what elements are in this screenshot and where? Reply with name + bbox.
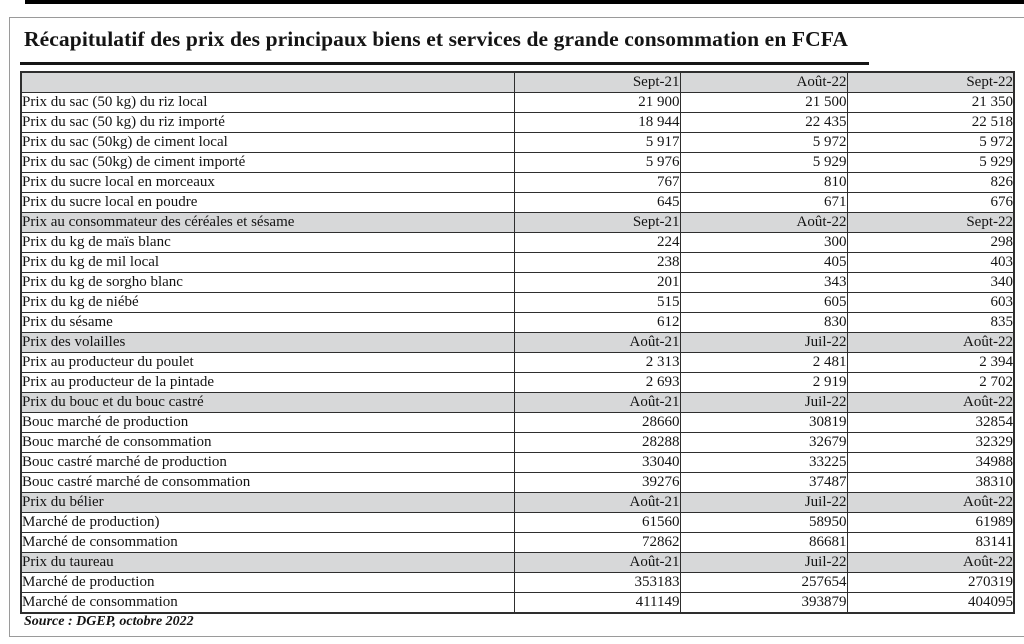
source-note: Source : DGEP, octobre 2022 [24,614,194,629]
value-cell: 58950 [680,513,847,533]
value-cell: 810 [680,173,847,193]
value-cell: 404095 [847,593,1014,614]
price-table-body [21,72,1014,613]
value-cell: 201 [514,273,680,293]
value-cell: 72862 [514,533,680,553]
row-label-cell: Prix du sac (50kg) de ciment local [21,133,514,153]
value-cell: 411149 [514,593,680,614]
value-cell: Août-21 [514,393,680,413]
value-cell: 224 [514,233,680,253]
row-label-cell: Prix des volailles [21,333,514,353]
value-cell: 83141 [847,533,1014,553]
table-row [21,153,1014,173]
table-row [21,133,1014,153]
row-label-cell: Prix du taureau [21,553,514,573]
table-row [21,273,1014,293]
value-cell: 835 [847,313,1014,333]
row-label-cell: Prix du bouc et du bouc castré [21,393,514,413]
price-table [20,71,1015,614]
value-cell: 270319 [847,573,1014,593]
value-cell: 61560 [514,513,680,533]
value-cell: 5 976 [514,153,680,173]
value-cell: 298 [847,233,1014,253]
top-border-rule [25,0,1024,4]
row-label-cell: Bouc marché de production [21,413,514,433]
table-row [21,413,1014,433]
table-row [21,453,1014,473]
value-cell: 515 [514,293,680,313]
value-cell: 2 919 [680,373,847,393]
value-cell: Août-21 [514,333,680,353]
value-cell: 32329 [847,433,1014,453]
value-cell: 21 350 [847,93,1014,113]
table-row [21,293,1014,313]
value-cell: 676 [847,193,1014,213]
row-label-cell: Prix au consommateur des céréales et sésame [21,213,514,233]
table-header-row [21,72,1014,93]
row-label-cell: Marché de consommation [21,533,514,553]
table-row [21,253,1014,273]
value-cell: 2 394 [847,353,1014,373]
value-cell: Août-21 [514,553,680,573]
row-label-cell: Prix au producteur du poulet [21,353,514,373]
table-row [21,573,1014,593]
row-label-cell: Marché de production [21,573,514,593]
value-cell: 405 [680,253,847,273]
value-cell: 86681 [680,533,847,553]
table-row [21,433,1014,453]
row-label-cell: Bouc castré marché de production [21,453,514,473]
value-cell: 343 [680,273,847,293]
value-cell: 22 435 [680,113,847,133]
table-row [21,373,1014,393]
table-row [21,93,1014,113]
value-cell: Août-21 [514,493,680,513]
value-cell: 30819 [680,413,847,433]
row-label-cell: Prix du sac (50 kg) du riz importé [21,113,514,133]
value-cell: 39276 [514,473,680,493]
value-cell: 28288 [514,433,680,453]
value-cell: 257654 [680,573,847,593]
value-cell: 28660 [514,413,680,433]
value-cell: Août-22 [847,553,1014,573]
value-cell: 61989 [847,513,1014,533]
table-section-row [21,553,1014,573]
value-cell: Août-22 [847,393,1014,413]
row-label-cell: Marché de consommation [21,593,514,614]
row-label-cell: Prix du kg de maïs blanc [21,233,514,253]
value-cell: 38310 [847,473,1014,493]
row-label-cell: Bouc castré marché de consommation [21,473,514,493]
value-cell: 34988 [847,453,1014,473]
value-cell: Sept-22 [847,213,1014,233]
value-cell: 830 [680,313,847,333]
value-cell: 340 [847,273,1014,293]
row-label-cell: Prix du sésame [21,313,514,333]
value-cell: 33225 [680,453,847,473]
value-cell: Juil-22 [680,393,847,413]
value-cell: Sept-22 [847,72,1014,93]
value-cell: 5 972 [680,133,847,153]
page-title: Récapitulatif des prix des principaux biens et services de grande consommation en FCFA [24,27,848,51]
table-section-row [21,213,1014,233]
title-underline-rule [20,62,869,65]
table-row [21,113,1014,133]
value-cell: Juil-22 [680,493,847,513]
row-label-cell [21,72,514,93]
row-label-cell: Prix du kg de sorgho blanc [21,273,514,293]
value-cell: 2 693 [514,373,680,393]
value-cell: 300 [680,233,847,253]
value-cell: 353183 [514,573,680,593]
value-cell: 2 481 [680,353,847,373]
value-cell: 645 [514,193,680,213]
table-row [21,473,1014,493]
value-cell: 5 917 [514,133,680,153]
table-row [21,593,1014,614]
table-section-row [21,493,1014,513]
value-cell: 238 [514,253,680,273]
value-cell: 5 929 [680,153,847,173]
value-cell: Sept-21 [514,72,680,93]
value-cell: 605 [680,293,847,313]
value-cell: Juil-22 [680,553,847,573]
row-label-cell: Prix du kg de niébé [21,293,514,313]
value-cell: Sept-21 [514,213,680,233]
value-cell: 403 [847,253,1014,273]
row-label-cell: Prix au producteur de la pintade [21,373,514,393]
row-label-cell: Bouc marché de consommation [21,433,514,453]
value-cell: 21 900 [514,93,680,113]
table-row [21,193,1014,213]
value-cell: Août-22 [847,333,1014,353]
value-cell: 603 [847,293,1014,313]
value-cell: 33040 [514,453,680,473]
value-cell: Août-22 [680,213,847,233]
table-row [21,533,1014,553]
table-section-row [21,333,1014,353]
value-cell: 826 [847,173,1014,193]
value-cell: 22 518 [847,113,1014,133]
table-row [21,353,1014,373]
value-cell: 5 972 [847,133,1014,153]
value-cell: 2 313 [514,353,680,373]
value-cell: 21 500 [680,93,847,113]
value-cell: Août-22 [680,72,847,93]
table-row [21,173,1014,193]
value-cell: Juil-22 [680,333,847,353]
value-cell: 393879 [680,593,847,614]
value-cell: 767 [514,173,680,193]
row-label-cell: Prix du sucre local en poudre [21,193,514,213]
table-row [21,233,1014,253]
value-cell: 5 929 [847,153,1014,173]
table-section-row [21,393,1014,413]
value-cell: Août-22 [847,493,1014,513]
row-label-cell: Marché de production) [21,513,514,533]
row-label-cell: Prix du sac (50 kg) du riz local [21,93,514,113]
value-cell: 18 944 [514,113,680,133]
table-row [21,313,1014,333]
value-cell: 32679 [680,433,847,453]
value-cell: 37487 [680,473,847,493]
row-label-cell: Prix du kg de mil local [21,253,514,273]
row-label-cell: Prix du sac (50kg) de ciment importé [21,153,514,173]
row-label-cell: Prix du sucre local en morceaux [21,173,514,193]
value-cell: 612 [514,313,680,333]
value-cell: 2 702 [847,373,1014,393]
row-label-cell: Prix du bélier [21,493,514,513]
value-cell: 32854 [847,413,1014,433]
value-cell: 671 [680,193,847,213]
table-row [21,513,1014,533]
